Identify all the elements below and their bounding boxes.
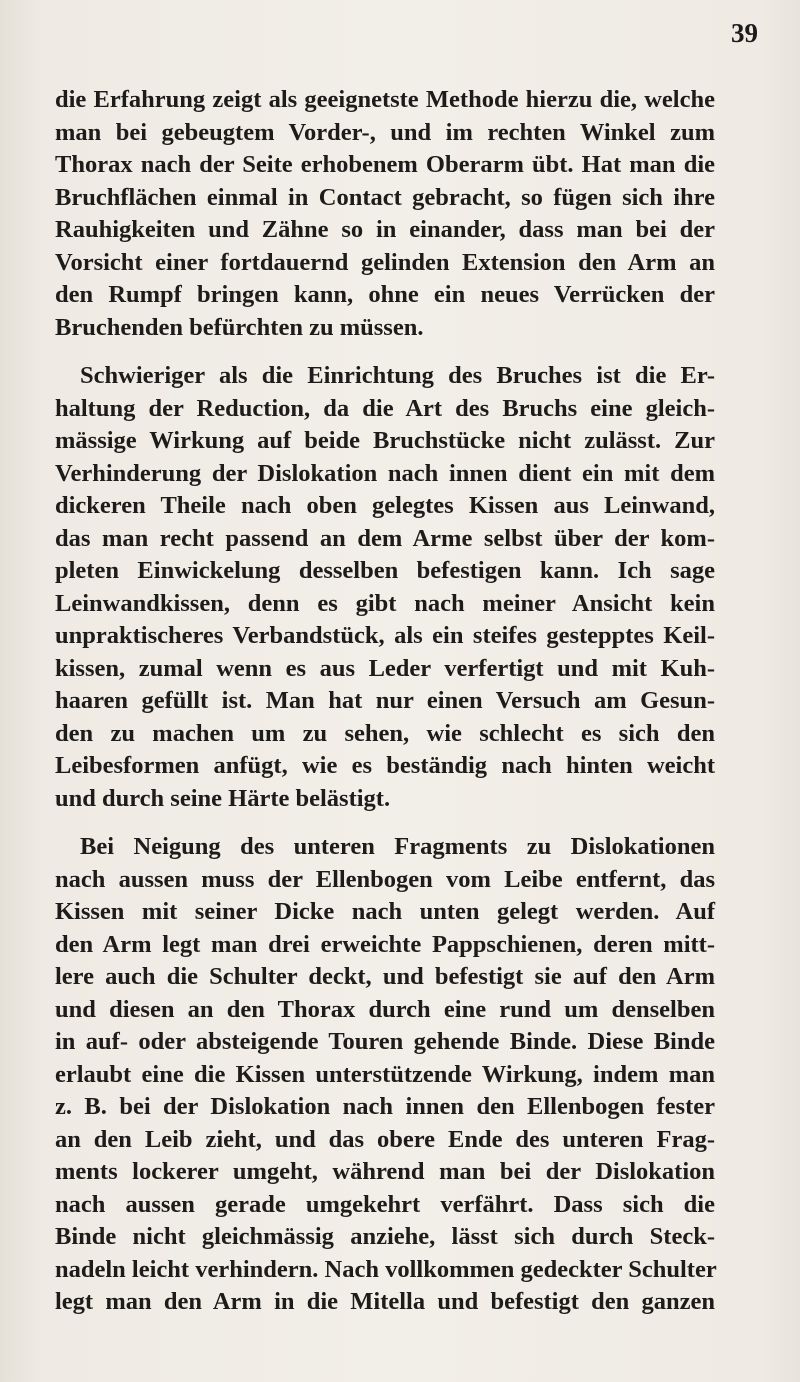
text-line: haltung der Reduction, da die Art des Bruchs eine gleich- (55, 394, 715, 422)
text-line: unpraktischeres Verbandstück, als ein steifes gestepptes Keil- (55, 622, 715, 649)
text-line: man bei gebeugtem Vorder-, und im rechten Winkel zum (55, 118, 715, 146)
text-line: Leinwandkissen, denn es gibt nach meiner Ansicht kein (55, 589, 715, 617)
text-line: den zu machen um zu sehen, wie schlecht es sich den (55, 719, 715, 747)
text-line: haaren gefüllt ist. Man hat nur einen Versuch am Gesun- (55, 687, 715, 714)
paragraph-1 (55, 84, 715, 344)
text-line: ments lockerer umgeht, während man bei der Dislokation (55, 1158, 715, 1185)
text-line: Thorax nach der Seite erhobenem Oberarm übt. Hat man die (55, 151, 715, 178)
text-line: Kissen mit seiner Dicke nach unten gelegt werden. Auf (55, 898, 715, 925)
text-line: das man recht passend an dem Arme selbst über der kom- (55, 524, 715, 552)
text-line: mässige Wirkung auf beide Bruchstücke nicht zulässt. Zur (55, 427, 715, 454)
text-line: Leibesformen anfügt, wie es beständig nach hinten weicht (55, 752, 715, 779)
text-line: Verhinderung der Dislokation nach innen dient ein mit dem (55, 459, 715, 487)
paragraph-2 (55, 360, 715, 815)
text-line: lere auch die Schulter deckt, und befestigt sie auf den Arm (55, 963, 715, 990)
text-line: dickeren Theile nach oben gelegtes Kissen aus Leinwand, (55, 492, 715, 519)
text-line: an den Leib zieht, und das obere Ende des unteren Frag- (55, 1125, 715, 1153)
text-line: Bruchflächen einmal in Contact gebracht, so fügen sich ihre (55, 183, 715, 211)
text-line: Bei Neigung des unteren Fragments zu Dislokationen (80, 833, 715, 860)
text-line: die Erfahrung zeigt als geeignetste Methode hierzu die, welche (55, 86, 715, 113)
text-line: Binde nicht gleichmässig anziehe, lässt sich durch Steck- (55, 1223, 715, 1250)
text-line: nach aussen muss der Ellenbogen vom Leibe entfernt, das (55, 865, 715, 893)
text-line: in auf- oder absteigende Touren gehende Binde. Diese Binde (55, 1028, 715, 1055)
text-line: Vorsicht einer fortdauernd gelinden Extension den Arm an (55, 248, 715, 276)
text-line: Rauhigkeiten und Zähne so in einander, dass man bei der (55, 216, 715, 243)
text-line: kissen, zumal wenn es aus Leder verfertigt und mit Kuh- (55, 654, 715, 682)
text-line: pleten Einwickelung desselben befestigen kann. Ich sage (55, 557, 715, 584)
text-line: den Rumpf bringen kann, ohne ein neues Verrücken der (55, 281, 715, 308)
text-line: erlaubt eine die Kissen unterstützende Wirkung, indem man (55, 1060, 715, 1088)
text-line: den Arm legt man drei erweichte Pappschienen, deren mitt- (55, 930, 715, 958)
page-number: 39 (731, 18, 758, 48)
text-line: nach aussen gerade umgekehrt verfährt. Dass sich die (55, 1190, 715, 1218)
text-line: Bruchenden befürchten zu müssen. (55, 313, 424, 341)
paragraph-3 (55, 831, 715, 1319)
body-text (55, 84, 715, 1319)
text-line: und diesen an den Thorax durch eine rund um denselben (55, 995, 715, 1023)
text-line: und durch seine Härte belästigt. (55, 784, 391, 812)
text-line: legt man den Arm in die Mitella und befestigt den ganzen (55, 1288, 715, 1315)
text-line: z. B. bei der Dislokation nach innen den Ellenbogen fester (55, 1093, 715, 1120)
text-line: Schwieriger als die Einrichtung des Bruches ist die Er- (80, 362, 715, 389)
text-line: nadeln leicht verhindern. Nach vollkommen gedeckter Schulter (55, 1255, 717, 1283)
